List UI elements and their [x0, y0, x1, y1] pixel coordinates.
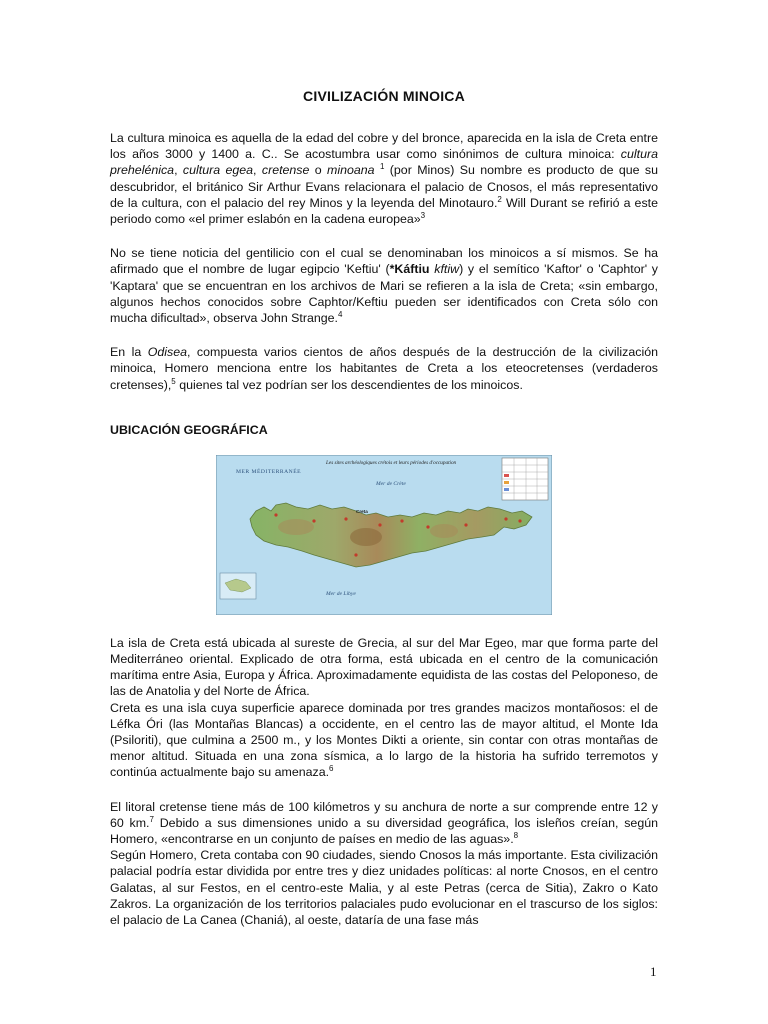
- footnote-ref[interactable]: 1: [379, 162, 385, 172]
- city-label: Creta: [356, 508, 368, 514]
- text-run: En la: [110, 345, 148, 360]
- lefka-ori-relief: [278, 519, 314, 535]
- crete-map: [216, 455, 552, 615]
- text-run: Debido a sus dimensiones unido a su diversidad geográfica, los isleños creían, según Homero, «encontrarse en un conjunto de países en medio de las aguas».: [110, 815, 658, 847]
- text-run: Will Durant se refirió a este periodo como «el primer eslabón en la cadena europea»: [110, 195, 658, 227]
- bold-term: *Káftiu: [389, 262, 430, 277]
- text-run: Creta es una isla cuya superficie aparece dominada por tres grandes macizos montañosos: el de Léfka Óri (las Montañas Blancas) a occidente, en el centro las de mayor altitud, el Monte Ida (Psiloriti), que culmina a 2500 m., y los Montes Dikti a oriente, sin contar con otras montañas de menor altitud. Situada en una zona sísmica, a lo largo de la historia ha sufrido terremotos y continúa actualmente bajo su amenaza.: [110, 700, 658, 780]
- text-run: ,: [253, 163, 262, 178]
- document-body: [110, 88, 658, 946]
- ida-relief: [350, 528, 382, 546]
- paragraph-gentilicio: [110, 245, 658, 326]
- paragraph-odisea: [110, 344, 658, 393]
- footnote-ref[interactable]: 6: [329, 764, 334, 774]
- footnote-ref[interactable]: 2: [497, 194, 502, 204]
- paragraph-intro: [110, 130, 658, 227]
- footnote-ref[interactable]: 4: [338, 309, 343, 319]
- text-run: No se tiene noticia del gentilicio con el cual se denominaban los minoicos a sí mismos. Se ha afirmado que el nombre de lugar egipcio 'Keftiu' (: [110, 246, 658, 277]
- footnote-ref[interactable]: 3: [420, 210, 426, 220]
- sea-label-crete: Mer de Crète: [376, 480, 406, 487]
- map-inset: [220, 573, 256, 599]
- map-figure-wrap: [110, 455, 658, 615]
- crete-map-svg: [216, 455, 552, 615]
- text-run: (por Minos) Su nombre es producto de que su descubridor, el británico Sir Arthur Evans relacionara el palacio de Cnosos, el más representativo de la cultura, con el palacio del rey Minos y la leyenda del Minotauro.: [110, 163, 658, 210]
- italic-term: minoana: [327, 163, 375, 178]
- map-caption: Les sites archéologiques crétois et leurs périodes d'occupation: [326, 459, 457, 466]
- sea-label-libya: Mer de Libye: [326, 590, 356, 597]
- footnote-ref[interactable]: 5: [171, 376, 176, 386]
- footnote-ref[interactable]: 8: [513, 830, 519, 840]
- section-heading: UBICACIÓN GEOGRÁFICA: [110, 422, 268, 437]
- text-run: La cultura minoica es aquella de la edad del cobre y del bronce, aparecida en la isla de Creta entre los años 3000 y 1400 a. C.. Se acostumbra usar como sinónimos de cultura minoica:: [110, 131, 658, 162]
- text-run: ,: [174, 163, 183, 178]
- text-run: o: [309, 163, 328, 178]
- italic-term: cultura prehelénica: [110, 147, 658, 178]
- paragraph-litoral: [110, 799, 658, 848]
- text-run: ) y el semítico 'Kaftor' o 'Caphtor' y 'Kaptara' que se encuentran en los archivos de Mari se refieren a la isla de Creta; «sin embargo, algunos hechos conocidos sobre Caphtor/Keftiu pueden ser identificados con Creta sólo con mucha dificultad», observa John Strange.: [110, 262, 659, 326]
- dikti-relief: [430, 524, 458, 538]
- paragraph-ciudades: Según Homero, Creta contaba con 90 ciudades, siendo Cnosos la más importante. Esta civilización palacial podría estar dividida por entre tres y diez unidades políticas: al norte Cnosos, en el centro Galatas, al sur Festos, en el centro-este Malia, y al este Petras (cerca de Sitia), Zakro o Kato Zakros. La organización de los territorios palaciales pudo evolucionar en el trascurso de los siglos: el palacio de La Canea (Chaniá), al oeste, dataría de una fase más: [110, 848, 658, 928]
- italic-term: cretense: [261, 163, 310, 178]
- page-number: 1: [650, 964, 657, 979]
- map-legend-table: [502, 458, 548, 500]
- page-title: CIVILIZACIÓN MINOICA: [303, 88, 465, 104]
- italic-term: cultura egea: [182, 163, 254, 178]
- italic-term: kftiw: [434, 262, 460, 277]
- text-run: , compuesta varios cientos de años después de la destrucción de la civilización minoica, Homero menciona entre los habitantes de Creta a los eteocretenses (verdaderos cretenses),: [110, 345, 658, 392]
- paragraph-ubicacion: La isla de Creta está ubicada al sureste de Grecia, al sur del Mar Egeo, mar que forma parte del Mediterráneo oriental. Explicado de otra forma, está ubicada en el centro de la comunicación marítima entre Asia, Europa y África. Aproximadamente equidista de las costas del Peloponeso, de las de Anatolia y del Norte de África.: [110, 635, 658, 699]
- sea-label-mediterranean: MER MÉDITERRANÉE: [236, 468, 302, 475]
- text-run: quienes tal vez podrían ser los descendientes de los minoicos.: [175, 377, 523, 392]
- footnote-ref[interactable]: 7: [149, 814, 154, 824]
- paragraph-montanas: [110, 700, 658, 781]
- italic-term: Odisea: [147, 345, 188, 360]
- text-run: El litoral cretense tiene más de 100 kilómetros y su anchura de norte a sur comprende entre 12 y 60 km.: [110, 799, 658, 830]
